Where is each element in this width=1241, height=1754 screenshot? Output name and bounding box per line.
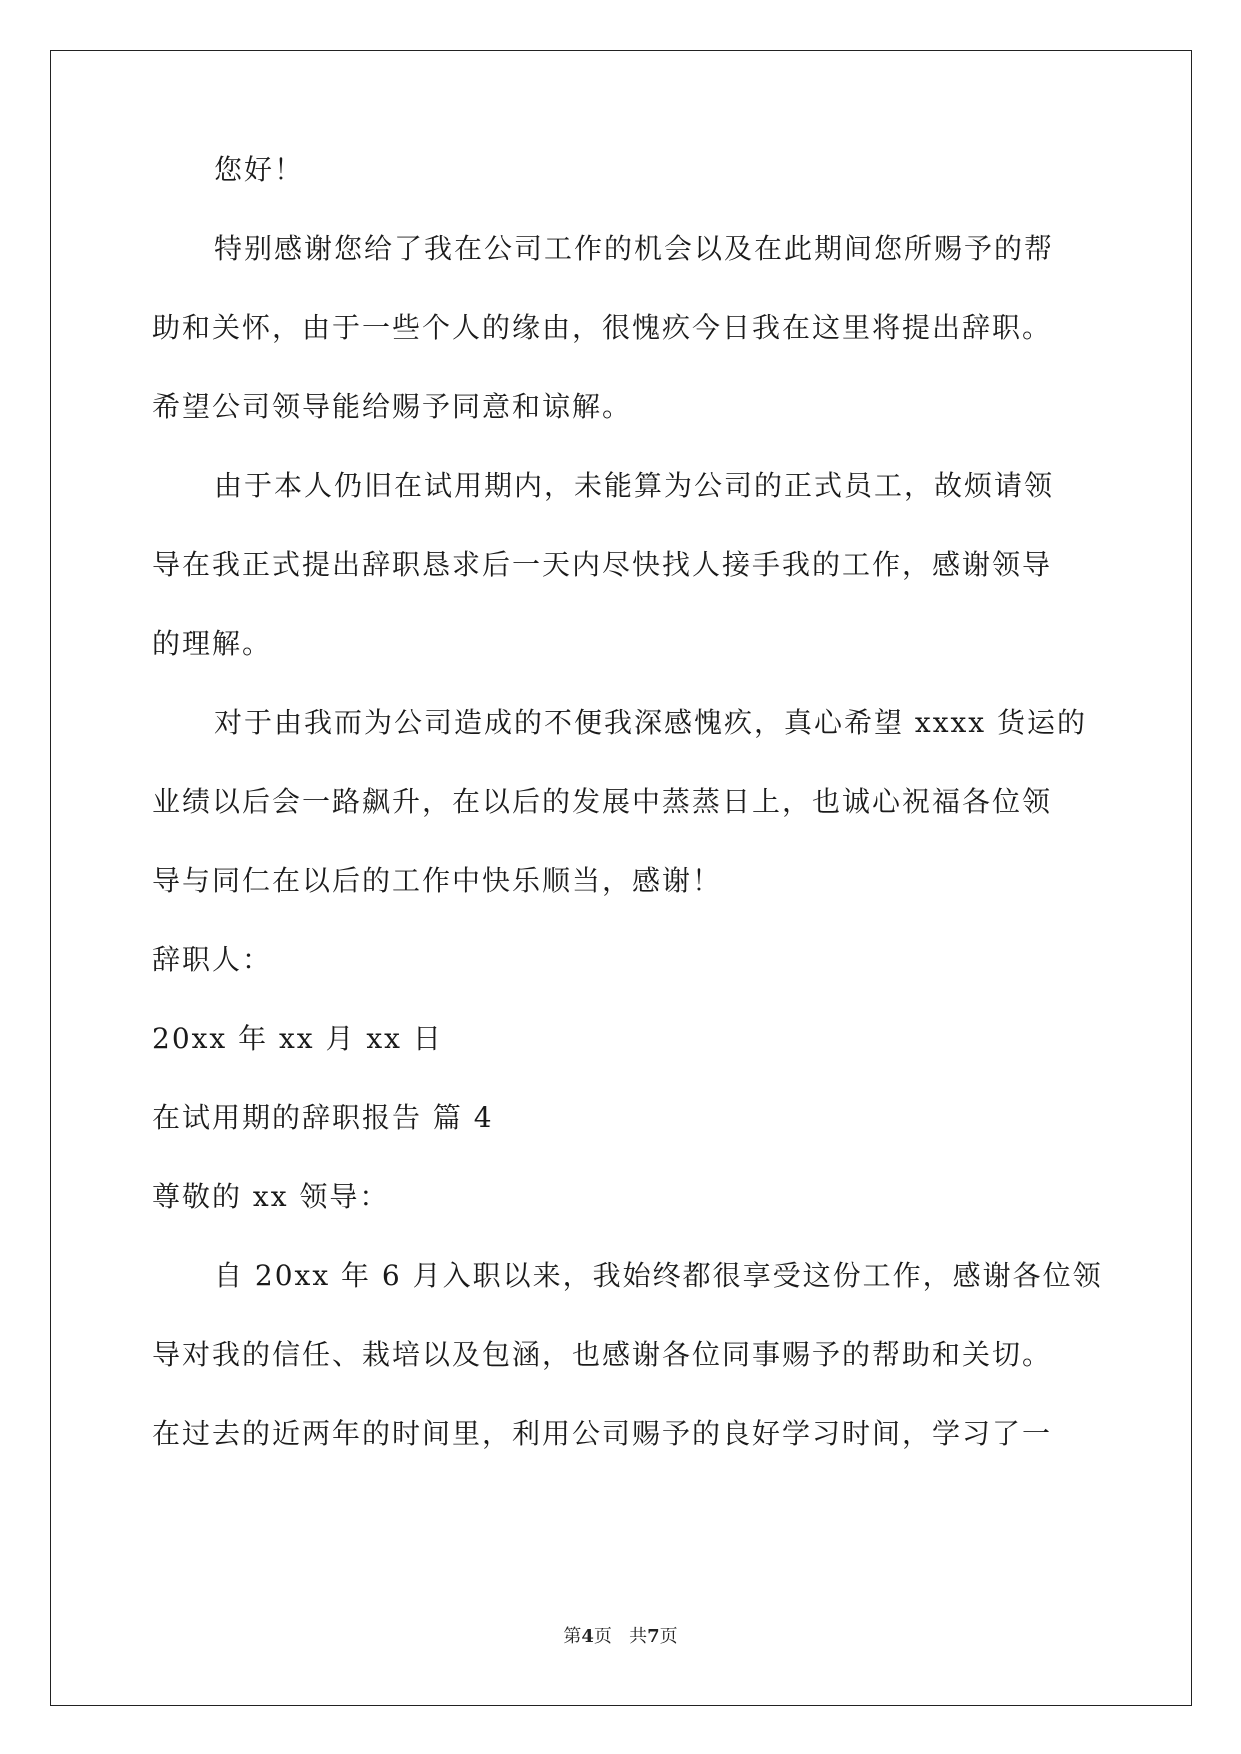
paragraph-line: 在过去的近两年的时间里，利用公司赐予的良好学习时间，学习了一 — [152, 1417, 1053, 1450]
paragraph-line: 导对我的信任、栽培以及包涵，也感谢各位同事赐予的帮助和关切。 — [152, 1338, 1053, 1371]
footer-total-prefix: 共 — [629, 1626, 648, 1647]
paragraph-line: 助和关怀，由于一些个人的缘由，很愧疚今日我在这里将提出辞职。 — [152, 311, 1053, 344]
footer-page-suffix: 页 — [593, 1626, 612, 1647]
paragraph-line: 业绩以后会一路飙升，在以后的发展中蒸蒸日上，也诚心祝福各位领 — [152, 785, 1053, 818]
footer-prefix: 第 — [563, 1626, 582, 1647]
section-title: 在试用期的辞职报告 篇 4 — [152, 1101, 494, 1134]
paragraph-line: 由于本人仍旧在试用期内，未能算为公司的正式员工，故烦请领 — [214, 469, 1055, 502]
footer-total-suffix: 页 — [659, 1626, 678, 1647]
signature-label: 辞职人： — [152, 943, 273, 976]
paragraph-line: 特别感谢您给了我在公司工作的机会以及在此期间您所赐予的帮 — [214, 232, 1055, 265]
paragraph-line: 导在我正式提出辞职恳求后一天内尽快找人接手我的工作，感谢领导 — [152, 548, 1053, 581]
paragraph-line: 希望公司领导能给赐予同意和谅解。 — [152, 390, 633, 423]
paragraph-line: 导与同仁在以后的工作中快乐顺当，感谢！ — [152, 864, 723, 897]
paragraph-line: 的理解。 — [152, 627, 273, 660]
paragraph-line: 对于由我而为公司造成的不便我深感愧疚，真心希望 xxxx 货运的 — [214, 706, 1087, 739]
greeting: 您好！ — [214, 153, 305, 186]
page-footer — [0, 1625, 1241, 1649]
current-page-number: 4 — [581, 1626, 594, 1647]
salutation: 尊敬的 xx 领导： — [152, 1180, 390, 1213]
date-line: 20xx 年 xx 月 xx 日 — [152, 1022, 443, 1055]
paragraph-line: 自 20xx 年 6 月入职以来，我始终都很享受这份工作，感谢各位领 — [214, 1259, 1103, 1292]
total-pages-number: 7 — [647, 1626, 660, 1647]
